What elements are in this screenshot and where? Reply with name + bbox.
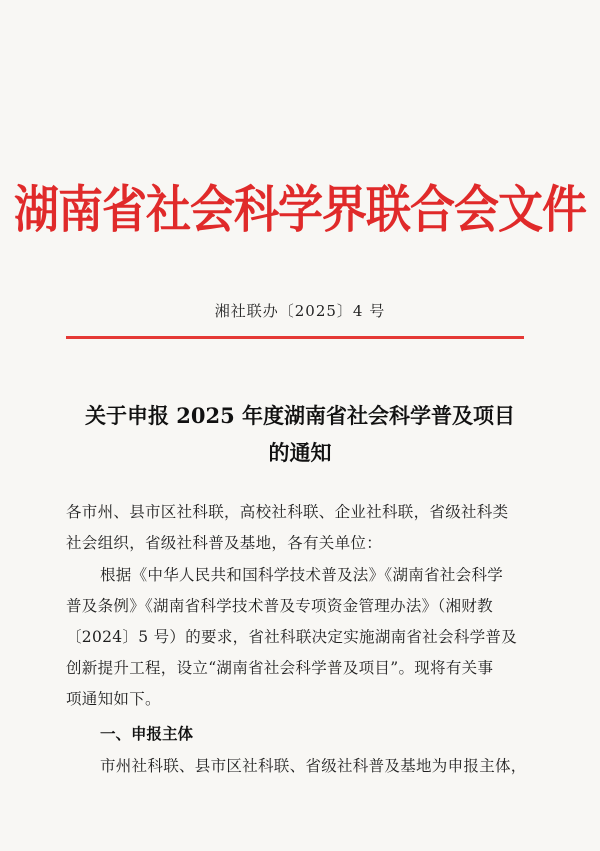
section-line-1: 市州社科联、县市区社科联、省级社科普及基地为申报主体，: [100, 757, 527, 775]
paragraph-line-4: 创新提升工程，设立“湖南省社会科学普及项目”。现将有关事: [66, 659, 494, 677]
addressee-line-2: 社会组织，省级社科普及基地，各有关单位：: [66, 534, 383, 552]
paragraph-line-5: 项通知如下。: [66, 690, 161, 708]
document-number: 湘社联办〔2025〕4 号: [214, 302, 386, 320]
paragraph-line-3: 〔2024〕5 号）的要求，省社科联决定实施湖南省社会科学普及: [66, 628, 518, 646]
notice-title-line-1: 关于申报 2025 年度湖南省社会科学普及项目: [84, 403, 516, 428]
notice-title-line-2: 的通知: [268, 440, 332, 465]
addressee-line-1: 各市州、县市区社科联，高校社科联、企业社科联，省级社科类: [66, 503, 509, 521]
masthead-title: 湖南省社会科学界联合会文件: [13, 179, 586, 240]
paragraph-line-2: 普及条例》《湖南省科学技术普及专项资金管理办法》（湘财教: [66, 597, 493, 615]
section-heading: 一、申报主体: [100, 725, 194, 743]
paragraph-line-1: 根据《中华人民共和国科学技术普及法》《湖南省社会科学: [100, 566, 504, 584]
red-divider-line: [66, 336, 524, 339]
